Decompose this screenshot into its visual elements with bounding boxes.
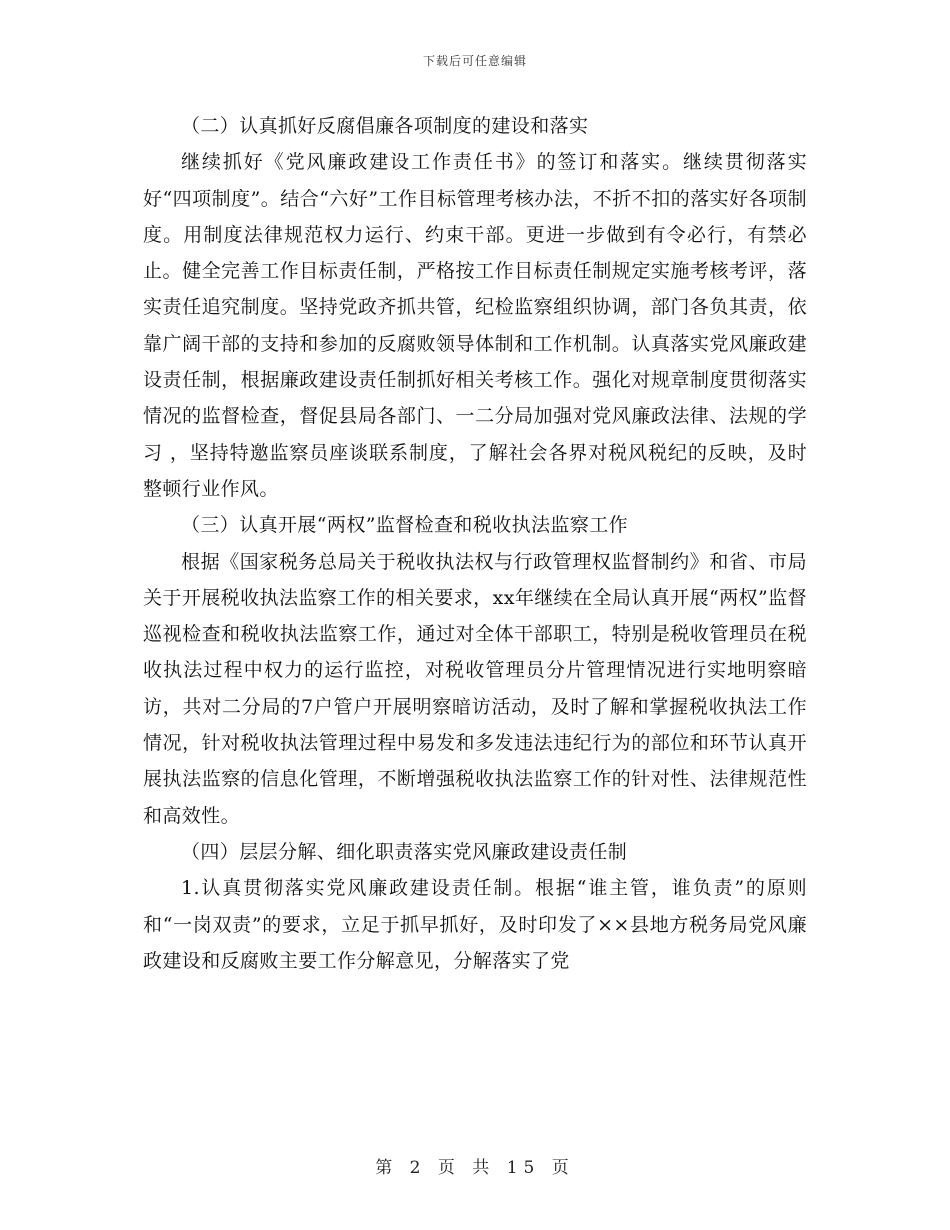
section-heading-4: （四）层层分解、细化职责落实党风廉政建设责任制 (181, 840, 628, 863)
paragraph: 根据《国家税务总局关于税收执法权与行政管理权监督制约》和省、市局关于开展税收执法监察工作的相关要求，xx年继续在全局认真开展“两权”监督巡视检查和税收执法监察工作，通过对全体干部职工，特别是税收管理员在税收执法过程中权力的运行监控，对税收管理员分片管理情况进行实地明察暗访，共对二分局的7户管户开展明察暗访活动，及时了解和掌握税收执法工作情况，针对税收执法管理过程中易发和多发违法违纪行为的部位和环节认真开展执法监察的信息化管理，不断增强税收执法监察工作的针对性、法律规范性和高效性。 (143, 550, 807, 827)
paragraph: 1.认真贯彻落实党风廉政建设责任制。根据“谁主管，谁负责”的原则和“一岗双责”的要求，立足于抓早抓好，及时印发了××县地方税务局党风廉政建设和反腐败主要工作分解意见，分解落实了党 (143, 877, 807, 972)
page-number-footer: 第 2 页 共 15 页 (375, 1158, 575, 1178)
document-body (143, 108, 807, 979)
section-heading-3: （三）认真开展“两权”监督检查和税收执法监察工作 (181, 514, 629, 537)
paragraph: 继续抓好《党风廉政建设工作责任书》的签订和落实。继续贯彻落实好“四项制度”。结合“六好”工作目标管理考核办法，不折不扣的落实好各项制度。用制度法律规范权力运行、约束干部。更进一步做到有令必行，有禁必止。健全完善工作目标责任制，严格按工作目标责任制规定实施考核考评，落实责任追究制度。坚持党政齐抓共管，纪检监察组织协调，部门各负其责，依靠广阔干部的支持和参加的反腐败领导体制和工作机制。认真落实党风廉政建设责任制，根据廉政建设责任制抓好相关考核工作。强化对规章制度贯彻落实情况的监督检查，督促县局各部门、一二分局加强对党风廉政法律、法规的学习 ，坚持特邀监察员座谈联系制度，了解社会各界对税风税纪的反映，及时整顿行业作风。 (143, 151, 807, 500)
page-header: 下载后可任意编辑 (422, 54, 527, 68)
section-heading-2: （二）认真抓好反腐倡廉各项制度的建设和落实 (181, 115, 589, 137)
